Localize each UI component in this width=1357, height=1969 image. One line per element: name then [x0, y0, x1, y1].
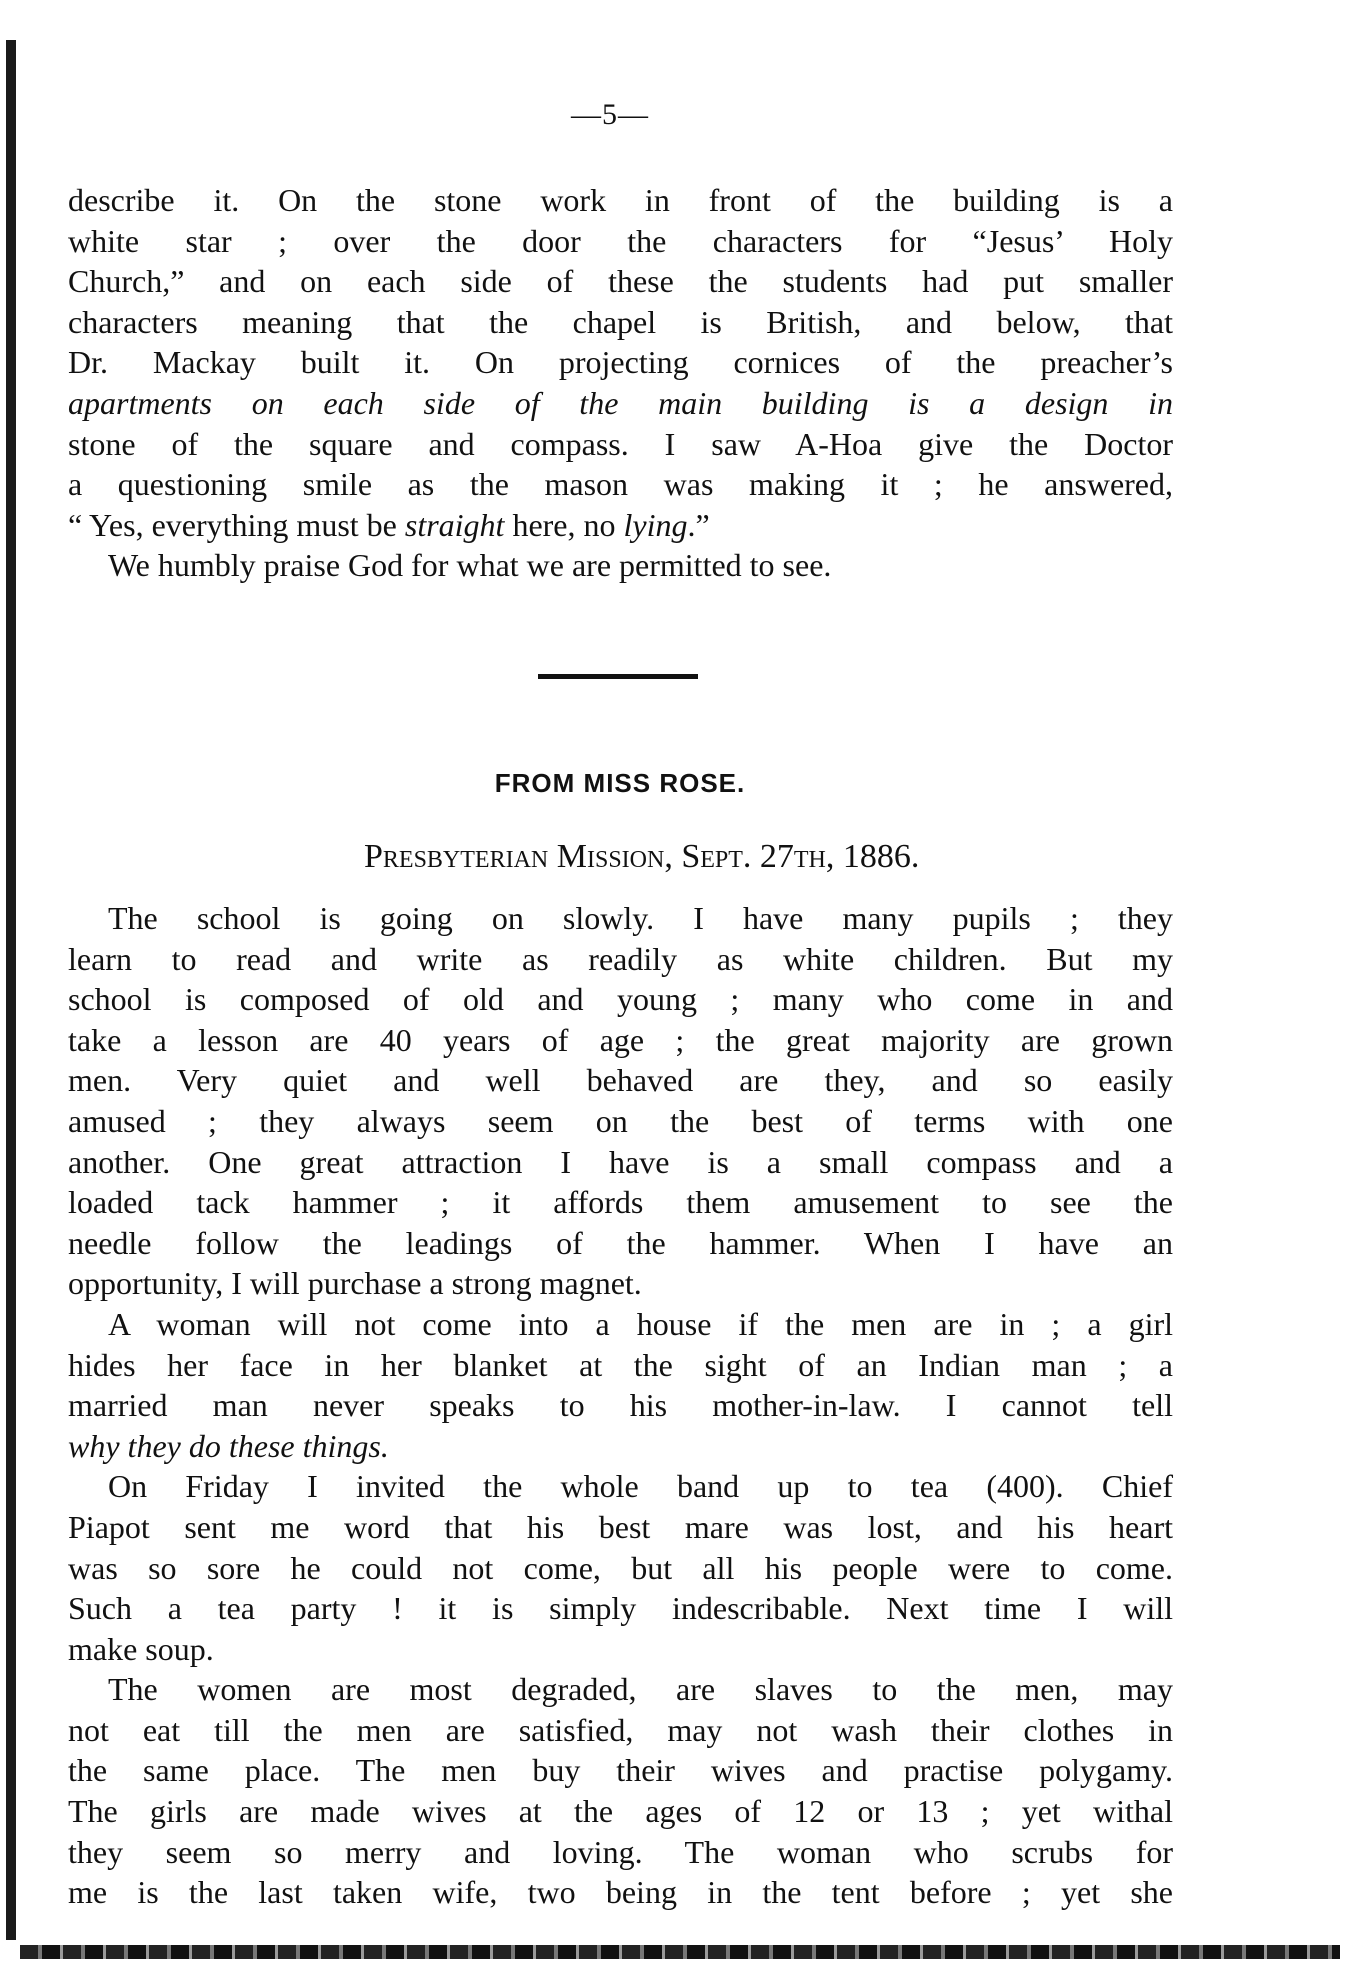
quote-part: .”	[687, 506, 710, 543]
text-line: school is composed of old and young ; many who come in and	[68, 981, 1173, 1018]
text-line: needle follow the leadings of the hammer. When I have an	[68, 1224, 1173, 1261]
italic-word-lying: lying	[623, 506, 688, 543]
text-line: was so sore he could not come, but all his people were to come.	[68, 1549, 1173, 1586]
scan-bottom-edge	[20, 1945, 1340, 1959]
text-line: learn to read and write as readily as white children. But my	[68, 940, 1173, 977]
text-line: The women are most degraded, are slaves to the men, may	[108, 1671, 1173, 1708]
text-line: married man never speaks to his mother-in-law. I cannot tell	[68, 1387, 1173, 1424]
text-line: why they do these things.	[68, 1427, 389, 1464]
text-line: another. One great attraction I have is a small compass and a	[68, 1143, 1173, 1180]
text-line: white star ; over the door the characters for “Jesus’ Holy	[68, 222, 1173, 259]
text-line: loaded tack hammer ; it affords them amusement to see the	[68, 1184, 1173, 1221]
text-line: Piapot sent me word that his best mare was lost, and his heart	[68, 1508, 1173, 1545]
text-line: a questioning smile as the mason was making it ; he answered,	[68, 466, 1173, 503]
text-line: The school is going on slowly. I have many pupils ; they	[108, 900, 1173, 936]
text-line: opportunity, I will purchase a strong magnet.	[68, 1265, 642, 1302]
text-line: make soup.	[68, 1630, 214, 1667]
letter-body	[68, 898, 1173, 1913]
section-heading: FROM MISS ROSE.	[494, 768, 746, 798]
text-line: We humbly praise God for what we are permitted to see.	[108, 547, 832, 584]
paragraph-dr-mackay-chapel	[68, 180, 1173, 586]
text-line: A woman will not come into a house if the men are in ; a girl	[108, 1305, 1173, 1342]
text-line: stone of the square and compass. I saw A-Hoa give the Doctor	[68, 425, 1173, 462]
text-line: not eat till the men are satisfied, may not wash their clothes in	[68, 1711, 1173, 1748]
text-line: amused ; they always seem on the best of terms with one	[68, 1102, 1173, 1139]
text-line: Church,” and on each side of these the students had put smaller	[68, 263, 1173, 300]
text-line: The girls are made wives at the ages of 12 or 13 ; yet withal	[68, 1793, 1173, 1830]
text-line: men. Very quiet and well behaved are they, and so easily	[68, 1062, 1173, 1099]
text-line: Such a tea party ! it is simply indescribable. Next time I will	[68, 1590, 1173, 1627]
text-line: apartments on each side of the main building is a design in	[68, 384, 1173, 421]
text-line: Dr. Mackay built it. On projecting cornices of the preacher’s	[68, 344, 1173, 381]
text-line: characters meaning that the chapel is British, and below, that	[68, 303, 1173, 340]
scan-left-edge	[6, 40, 16, 1940]
text-line: me is the last taken wife, two being in the tent before ; yet she	[68, 1874, 1173, 1911]
text-line: they seem so merry and loving. The woman who scrubs for	[68, 1833, 1173, 1870]
page-number: —5—	[571, 98, 649, 131]
text-line: take a lesson are 40 years of age ; the great majority are grown	[68, 1021, 1173, 1058]
text-line	[68, 505, 1173, 546]
text-line: the same place. The men buy their wives and practise polygamy.	[68, 1752, 1173, 1789]
quote-part: “ Yes, everything must be	[68, 506, 405, 543]
section-divider	[538, 674, 698, 679]
text-line: describe it. On the stone work in front of the building is a	[68, 182, 1173, 218]
italic-word-straight: straight	[404, 506, 505, 543]
text-line: On Friday I invited the whole band up to tea (400). Chief	[108, 1468, 1173, 1505]
dateline: Presbyterian Mission, Sept. 27th, 1886.	[364, 838, 920, 875]
quote-part: here, no	[504, 506, 624, 543]
text-line: hides her face in her blanket at the sight of an Indian man ; a	[68, 1346, 1173, 1383]
